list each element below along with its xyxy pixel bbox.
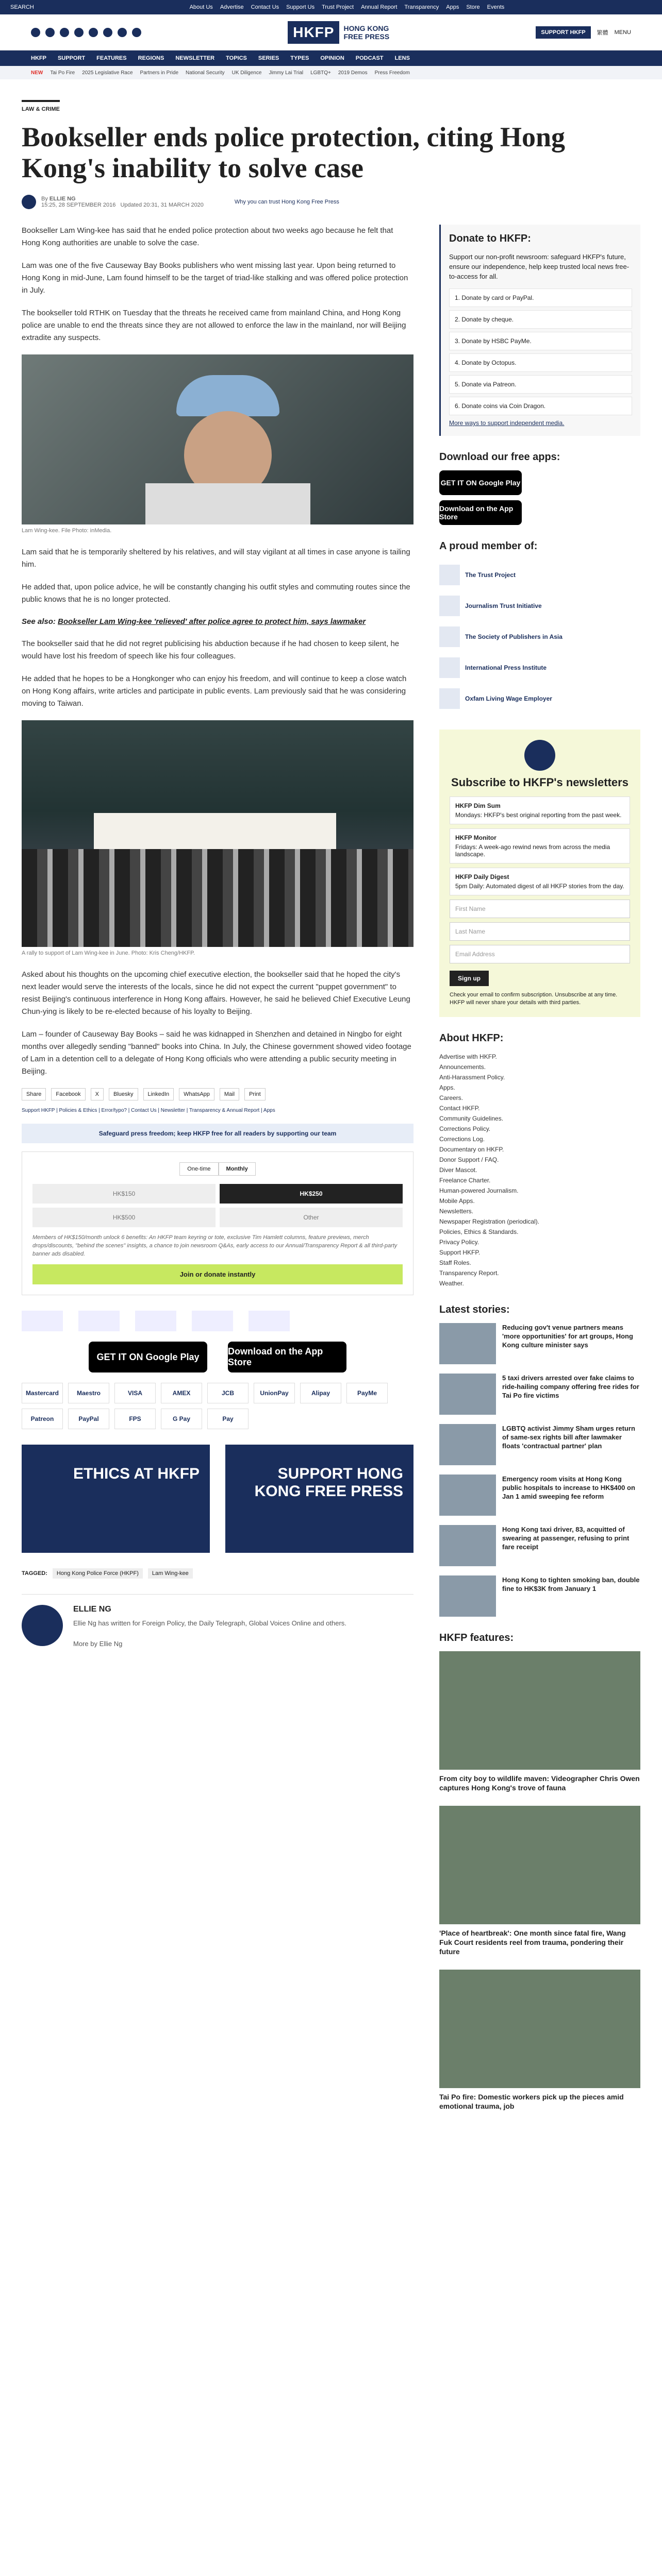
publish-date: 15:25, 28 SEPTEMBER 2016 — [41, 202, 116, 208]
sidebar-heading: Download our free apps: — [439, 451, 560, 463]
util-link[interactable]: Advertise — [220, 4, 244, 10]
story-thumb — [439, 1323, 496, 1364]
about-link[interactable]: Community Guidelines. — [439, 1115, 504, 1122]
payment-icon: JCB — [207, 1383, 249, 1403]
feature-item[interactable] — [439, 1651, 640, 1792]
amount-option-selected[interactable]: HK$250 — [220, 1184, 403, 1204]
payment-icon: Alipay — [300, 1383, 341, 1403]
trending-item[interactable]: National Security — [186, 70, 225, 76]
nl-name: HKFP Dim Sum — [455, 802, 501, 809]
byline — [22, 195, 640, 209]
about-link[interactable]: Freelance Charter. — [439, 1177, 491, 1184]
newsletter-option[interactable] — [450, 868, 630, 895]
member-label: International Press Institute — [465, 664, 547, 671]
print-button[interactable]: Print — [244, 1088, 266, 1100]
newsletter-option[interactable] — [450, 828, 630, 863]
logo-line-1: HONG KONG — [343, 24, 389, 32]
member-logo — [439, 688, 460, 709]
donate-option[interactable]: 6. Donate coins via Coin Dragon. — [449, 397, 632, 415]
feature-title: From city boy to wildlife maven: Videographer Chris Owen captures Hong Kong's trove of fauna — [439, 1774, 640, 1792]
trending-item[interactable]: 2025 Legislative Race — [82, 70, 133, 76]
facebook-icon[interactable] — [31, 28, 40, 37]
member-label: The Society of Publishers in Asia — [465, 633, 562, 640]
page-wrap — [22, 79, 640, 2124]
story-item[interactable] — [439, 1575, 640, 1617]
member-label: Journalism Trust Initiative — [465, 602, 542, 609]
author-link[interactable]: ELLIE NG — [49, 196, 76, 202]
trending-item[interactable]: Press Freedom — [374, 70, 410, 76]
about-link[interactable]: Mobile Apps. — [439, 1197, 475, 1205]
logo-mark: HKFP — [288, 21, 339, 44]
more-ways-link[interactable]: More ways to support independent media. — [449, 419, 565, 427]
top-utility-bar — [0, 0, 662, 14]
member-logo — [439, 626, 460, 647]
article-footer-links[interactable]: Support HKFP | Policies & Ethics | Error/typo? | Contact Us | Newsletter | Transparency & Annual Report | Apps — [22, 1108, 275, 1113]
sidebar-donate — [439, 225, 640, 436]
trending-item[interactable]: LGBTQ+ — [310, 70, 331, 76]
menu-button[interactable]: MENU — [614, 29, 631, 36]
payment-icon: UnionPay — [254, 1383, 295, 1403]
amount-options — [32, 1184, 403, 1227]
hkfp-badge-icon — [524, 740, 555, 771]
about-link[interactable]: Corrections Policy. — [439, 1125, 491, 1132]
share-whatsapp-button[interactable]: WhatsApp — [179, 1088, 214, 1100]
util-link[interactable]: Trust Project — [322, 4, 354, 10]
logo-line-2: FREE PRESS — [343, 32, 390, 41]
about-link[interactable]: Announcements. — [439, 1063, 486, 1071]
util-link[interactable]: About Us — [189, 4, 213, 10]
member-label: Oxfam Living Wage Employer — [465, 695, 552, 702]
author-avatar — [22, 195, 36, 209]
features-list — [439, 1651, 640, 2111]
app-store-row — [22, 1342, 413, 1372]
paragraph: Asked about his thoughts on the upcoming chief executive election, the bookseller said that he hoped the city's next leader would serve the interests of the locals, since he did not expect the current "puppet government" to resist Beijing's continuous interference in Hong Kong affairs. However, he said he believed Chief Executive Leung Chun-ying is likely to be re-elected because of his loyalty to Beijing. — [22, 970, 410, 1016]
feature-item[interactable] — [439, 1806, 640, 1956]
support-hkfp-button[interactable]: SUPPORT HKFP — [536, 26, 590, 39]
feature-title: 'Place of heartbreak': One month since fatal fire, Wang Fuk Court residents reel from trauma, pondering their future — [439, 1929, 626, 1956]
paragraph: Bookseller Lam Wing-kee has said that he ended police protection about two weeks ago because he felt that Hong Kong authorities are unable to solve the case. — [22, 226, 393, 247]
sopa-logo[interactable] — [135, 1311, 176, 1331]
first-name-input[interactable]: First Name — [450, 900, 630, 918]
site-logo[interactable] — [288, 21, 389, 44]
trust-project-logo[interactable] — [22, 1311, 63, 1331]
safeguard-banner[interactable]: Safeguard press freedom; keep HKFP free for all readers by supporting our team — [22, 1124, 413, 1143]
app-store-button[interactable]: Download on the App Store — [228, 1342, 346, 1372]
story-item[interactable] — [439, 1475, 640, 1516]
tag[interactable]: Hong Kong Police Force (HKPF) — [53, 1568, 143, 1579]
nav-item[interactable]: PODCAST — [355, 55, 384, 61]
article-category[interactable]: LAW & CRIME — [22, 100, 60, 112]
share-bluesky-button[interactable]: Bluesky — [109, 1088, 138, 1100]
photo-caption: Lam Wing-kee. File Photo: inMedia. — [22, 528, 112, 534]
story-thumb — [439, 1575, 496, 1617]
donate-text: Support our non-profit newsroom: safeguard HKFP's future, ensure our independence, help keep trusted local news free-to-access for all. — [449, 253, 630, 280]
story-item[interactable] — [439, 1424, 640, 1465]
about-link[interactable]: Policies, Ethics & Standards. — [439, 1228, 519, 1235]
paragraph: Lam was one of the five Causeway Bay Books publishers who went missing last year. Upon being returned to Hong Kong in mid-June, Lam found himself to be the target of triad-like stalking and was offered police protection in July. — [22, 261, 408, 295]
paragraph: He added that, upon police advice, he will be constantly changing his outfit styles and commuting routes since the public knows that he is no longer protected. — [22, 583, 410, 604]
payment-icon: G Pay — [161, 1409, 202, 1429]
more-by-author-link[interactable]: More by Ellie Ng — [73, 1640, 123, 1648]
amount-option[interactable]: Other — [220, 1208, 403, 1227]
social-icons — [31, 28, 141, 37]
nav-item[interactable]: NEWSLETTER — [175, 55, 215, 61]
nl-desc: 5pm Daily: Automated digest of all HKFP stories from the day. — [455, 883, 624, 890]
story-thumb — [439, 1374, 496, 1415]
newsletter-note: Check your email to confirm subscription. Unsubscribe at any time. HKFP will never share your details with third parties. — [450, 992, 618, 1006]
ethics-banner[interactable]: ETHICS AT HKFP — [22, 1445, 210, 1553]
masthead — [0, 14, 662, 50]
paragraph: Lam said that he is temporarily sheltered by his relatives, and will stay vigilant at all times in case anyone is tailing him. — [22, 548, 410, 569]
author-name[interactable]: ELLIE NG — [73, 1605, 111, 1614]
app-store-button[interactable]: Download on the App Store — [439, 500, 522, 525]
member-item[interactable] — [439, 590, 640, 621]
about-link[interactable]: Careers. — [439, 1094, 464, 1101]
trending-bar — [0, 66, 662, 79]
about-link[interactable]: Contact HKFP. — [439, 1105, 480, 1112]
see-also — [22, 616, 413, 628]
share-facebook-button[interactable]: Facebook — [51, 1088, 85, 1100]
utility-links — [190, 4, 505, 10]
member-benefits: Members of HK$150/month unlock 6 benefits: An HKFP team keyring or tote, exclusive Tim Hamlett columns, feature previews, merch drops/discounts, "behind the scenes" insights, a chance to join newsroom Q&As, early access to our Annual/Transparency Report & all third-party banner ads disabled. — [32, 1234, 398, 1257]
rally-photo — [22, 720, 413, 947]
nav-item[interactable]: REGIONS — [138, 55, 164, 61]
story-title: Hong Kong taxi driver, 83, acquitted of swearing at passenger, refusing to print fare receipt — [502, 1526, 630, 1551]
ipi-logo[interactable] — [192, 1311, 233, 1331]
util-link[interactable]: Contact Us — [251, 4, 279, 10]
sidebar-heading: Latest stories: — [439, 1304, 510, 1315]
telegram-icon[interactable] — [103, 28, 112, 37]
story-title: Emergency room visits at Hong Kong public hospitals to increase to HK$400 on Jan 1 amid sweeping fee reform — [502, 1475, 635, 1500]
promo-banners — [22, 1445, 413, 1553]
donate-option[interactable]: 5. Donate via Patreon. — [449, 375, 632, 394]
share-label: Share — [22, 1088, 46, 1100]
story-thumb — [439, 1525, 496, 1566]
updated-date: Updated 20:31, 31 MARCH 2020 — [120, 202, 204, 208]
see-also-link[interactable]: Bookseller Lam Wing-kee 'relieved' after police agree to protect him, says lawmaker — [58, 617, 366, 626]
story-item[interactable] — [439, 1374, 640, 1415]
paragraph: The bookseller said that he did not regret publicising his abduction because if he had chosen to keep silent, he would have lost his freedom of speech like his four colleagues. — [22, 639, 400, 660]
nav-item[interactable]: SERIES — [258, 55, 279, 61]
member-logo — [439, 596, 460, 616]
feature-item[interactable] — [439, 1970, 640, 2111]
paragraph: The bookseller told RTHK on Tuesday that the threats he received came from mainland China, and Hong Kong police are unable to end the threats since they are not allowed to enforce the law in the mainland, nor will Beijing extradite any suspects. — [22, 309, 406, 342]
instagram-icon[interactable] — [60, 28, 69, 37]
nl-name: HKFP Daily Digest — [455, 873, 509, 880]
util-link[interactable]: Apps — [446, 4, 459, 10]
payment-icon: Mastercard — [22, 1383, 63, 1403]
sidebar — [439, 225, 640, 2124]
nav-item[interactable]: OPINION — [320, 55, 344, 61]
member-item[interactable] — [439, 683, 640, 714]
sidebar-heading: HKFP features: — [439, 1632, 514, 1643]
about-link[interactable]: Support HKFP. — [439, 1249, 481, 1256]
story-thumb — [439, 1424, 496, 1465]
article-title: Bookseller ends police protection, citing Hong Kong's inability to solve case — [22, 122, 566, 183]
sidebar-heading: A proud member of: — [439, 540, 538, 552]
search-link[interactable]: SEARCH — [10, 4, 34, 10]
sidebar-apps — [439, 470, 640, 525]
linkedin-icon[interactable] — [118, 28, 127, 37]
sidebar-heading: About HKFP: — [439, 1032, 504, 1044]
about-link[interactable]: Newspaper Registration (periodical). — [439, 1218, 540, 1225]
newsletter-title: Subscribe to HKFP's newsletters — [451, 776, 628, 789]
about-link[interactable]: Donor Support / FAQ. — [439, 1156, 499, 1163]
share-mail-button[interactable]: Mail — [220, 1088, 239, 1100]
about-link[interactable]: Advertise with HKFP. — [439, 1053, 497, 1060]
about-link[interactable]: Corrections Log. — [439, 1136, 485, 1143]
about-link[interactable]: Transparency Report. — [439, 1269, 499, 1277]
google-play-button[interactable]: GET IT ON Google Play — [439, 470, 522, 495]
logo-wordmark — [343, 24, 389, 41]
share-bar — [22, 1088, 413, 1100]
trending-item[interactable]: Partners in Pride — [140, 70, 179, 76]
join-donate-button[interactable]: Join or donate instantly — [32, 1264, 403, 1284]
oxfam-logo[interactable] — [249, 1311, 290, 1331]
author-bio: Ellie Ng has written for Foreign Policy, the Daily Telegraph, Global Voices Online and others. — [73, 1619, 346, 1627]
story-title: Reducing gov't venue partners means 'more opportunities' for art groups, Hong Kong culture minister says — [502, 1324, 633, 1349]
by-label: By — [41, 196, 48, 202]
content-columns — [22, 225, 640, 2124]
x-icon[interactable] — [45, 28, 55, 37]
byline-text — [41, 196, 204, 208]
paragraph: Lam – founder of Causeway Bay Books – said he was kidnapped in Shenzhen and detained in Ningbo for eight months over allegedly sending "banned" books into China. In July, the Chinese government showed video footage of Lam in a detention cell to a delegate of Hong Kong officials who were attending a public security meeting in Beijing. — [22, 1030, 411, 1076]
monthly-tab[interactable]: Monthly — [219, 1162, 256, 1176]
tags-label: TAGGED: — [22, 1570, 47, 1577]
util-link[interactable]: Store — [466, 4, 480, 10]
newsletter-signup — [439, 730, 640, 1017]
jti-logo[interactable] — [78, 1311, 120, 1331]
nl-desc: Mondays: HKFP's best original reporting from the past week. — [455, 811, 622, 819]
story-item[interactable] — [439, 1525, 640, 1566]
amount-option[interactable]: HK$150 — [32, 1184, 216, 1204]
support-banner[interactable]: SUPPORT HONG KONG FREE PRESS — [225, 1445, 413, 1553]
about-link[interactable]: Anti-Harassment Policy. — [439, 1074, 505, 1081]
payment-icon: FPS — [114, 1409, 156, 1429]
main-nav — [0, 50, 662, 66]
tag[interactable]: Lam Wing-kee — [148, 1568, 193, 1579]
about-list — [439, 1052, 640, 1289]
util-link[interactable]: Annual Report — [361, 4, 398, 10]
member-label: The Trust Project — [465, 571, 516, 579]
author-avatar-large — [22, 1605, 63, 1646]
member-item[interactable] — [439, 652, 640, 683]
sidebar-heading: Donate to HKFP: — [449, 233, 531, 244]
paragraph: He added that he hopes to be a Hongkonger who can enjoy his freedom, and will continue to keep a close watch on Hong Kong affairs, write articles and participate in public events. Lam previously said that he was considering moving to Taiwan. — [22, 674, 407, 708]
member-list — [439, 560, 640, 714]
trending-item[interactable]: 2019 Demos — [338, 70, 368, 76]
google-play-button[interactable]: GET IT ON Google Play — [89, 1342, 207, 1372]
util-link[interactable]: Support Us — [286, 4, 315, 10]
feature-image — [439, 1970, 640, 2088]
photo-caption: A rally to support of Lam Wing-kee in June. Photo: Kris Cheng/HKFP. — [22, 950, 195, 956]
member-item[interactable] — [439, 621, 640, 652]
story-title: 5 taxi drivers arrested over fake claims to ride-hailing company offering free rides for Tai Po fire victims — [502, 1374, 639, 1399]
threads-icon[interactable] — [74, 28, 84, 37]
amount-option[interactable]: HK$500 — [32, 1208, 216, 1227]
about-link[interactable]: Privacy Policy. — [439, 1239, 479, 1246]
member-item[interactable] — [439, 560, 640, 590]
story-title: LGBTQ activist Jimmy Sham urges return of same-sex rights bill after lawmaker floats 'contractual partner' plan — [502, 1425, 635, 1450]
member-logo — [439, 657, 460, 678]
frequency-toggle — [32, 1162, 403, 1176]
trending-item[interactable]: UK Diligence — [231, 70, 262, 76]
payment-icon: AMEX — [161, 1383, 202, 1403]
bluesky-icon[interactable] — [132, 28, 141, 37]
one-time-tab[interactable]: One-time — [179, 1162, 218, 1176]
article-body — [22, 225, 413, 2124]
about-link[interactable]: Weather. — [439, 1280, 464, 1287]
about-link[interactable]: Human-powered Journalism. — [439, 1187, 519, 1194]
email-input[interactable]: Email Address — [450, 945, 630, 963]
member-logos — [22, 1311, 413, 1331]
payment-icon: PayPal — [68, 1409, 109, 1429]
article-photo — [22, 354, 413, 524]
newsletter-option[interactable] — [450, 796, 630, 824]
nl-name: HKFP Monitor — [455, 834, 496, 841]
feature-image — [439, 1651, 640, 1770]
payment-icon: Patreon — [22, 1409, 63, 1429]
feature-title: Tai Po fire: Domestic workers pick up the pieces amid emotional trauma, job — [439, 2093, 624, 2110]
story-title: Hong Kong to tighten smoking ban, double fine to HK$3K from January 1 — [502, 1576, 640, 1592]
nav-item[interactable]: TOPICS — [226, 55, 247, 61]
story-thumb — [439, 1475, 496, 1516]
donate-option[interactable]: 4. Donate by Octopus. — [449, 353, 632, 372]
donate-option[interactable]: 3. Donate by HSBC PayMe. — [449, 332, 632, 350]
payment-methods — [22, 1383, 413, 1429]
trending-item[interactable]: Tai Po Fire — [50, 70, 75, 76]
nl-desc: Fridays: A week-ago rewind news from across the media landscape. — [455, 843, 610, 858]
share-x-button[interactable]: X — [91, 1088, 104, 1100]
nav-item[interactable]: FEATURES — [96, 55, 127, 61]
about-link[interactable]: Diver Mascot. — [439, 1166, 477, 1174]
payment-icon: VISA — [114, 1383, 156, 1403]
donate-option[interactable]: 2. Donate by cheque. — [449, 310, 632, 329]
nav-item[interactable]: LENS — [394, 55, 410, 61]
about-link[interactable]: Staff Roles. — [439, 1259, 471, 1266]
donate-option[interactable]: 1. Donate by card or PayPal. — [449, 289, 632, 307]
new-badge: NEW — [31, 70, 43, 76]
feature-image — [439, 1806, 640, 1924]
masthead-actions — [536, 26, 631, 39]
payment-icon: Pay — [207, 1409, 249, 1429]
payment-icon: PayMe — [346, 1383, 388, 1403]
author-box — [22, 1594, 413, 1659]
story-item[interactable] — [439, 1323, 640, 1364]
about-link[interactable]: Apps. — [439, 1084, 455, 1091]
nav-item[interactable]: SUPPORT — [57, 55, 86, 61]
language-toggle[interactable]: 繁體 — [597, 29, 608, 36]
nav-item[interactable]: TYPES — [290, 55, 309, 61]
trust-link[interactable]: Why you can trust Hong Kong Free Press — [234, 199, 339, 205]
member-logo — [439, 565, 460, 585]
payment-icon: Maestro — [68, 1383, 109, 1403]
share-linkedin-button[interactable]: LinkedIn — [143, 1088, 174, 1100]
util-link[interactable]: Events — [487, 4, 505, 10]
trending-item[interactable]: Jimmy Lai Trial — [269, 70, 304, 76]
donate-widget — [22, 1151, 413, 1295]
youtube-icon[interactable] — [89, 28, 98, 37]
latest-stories — [439, 1323, 640, 1617]
signup-button[interactable]: Sign up — [450, 971, 489, 986]
nav-item[interactable]: HKFP — [31, 55, 46, 61]
util-link[interactable]: Transparency — [404, 4, 439, 10]
tag-list — [22, 1568, 413, 1579]
about-link[interactable]: Documentary on HKFP. — [439, 1146, 504, 1153]
see-also-label: See also: — [22, 617, 56, 626]
last-name-input[interactable]: Last Name — [450, 922, 630, 941]
about-link[interactable]: Newsletters. — [439, 1208, 474, 1215]
